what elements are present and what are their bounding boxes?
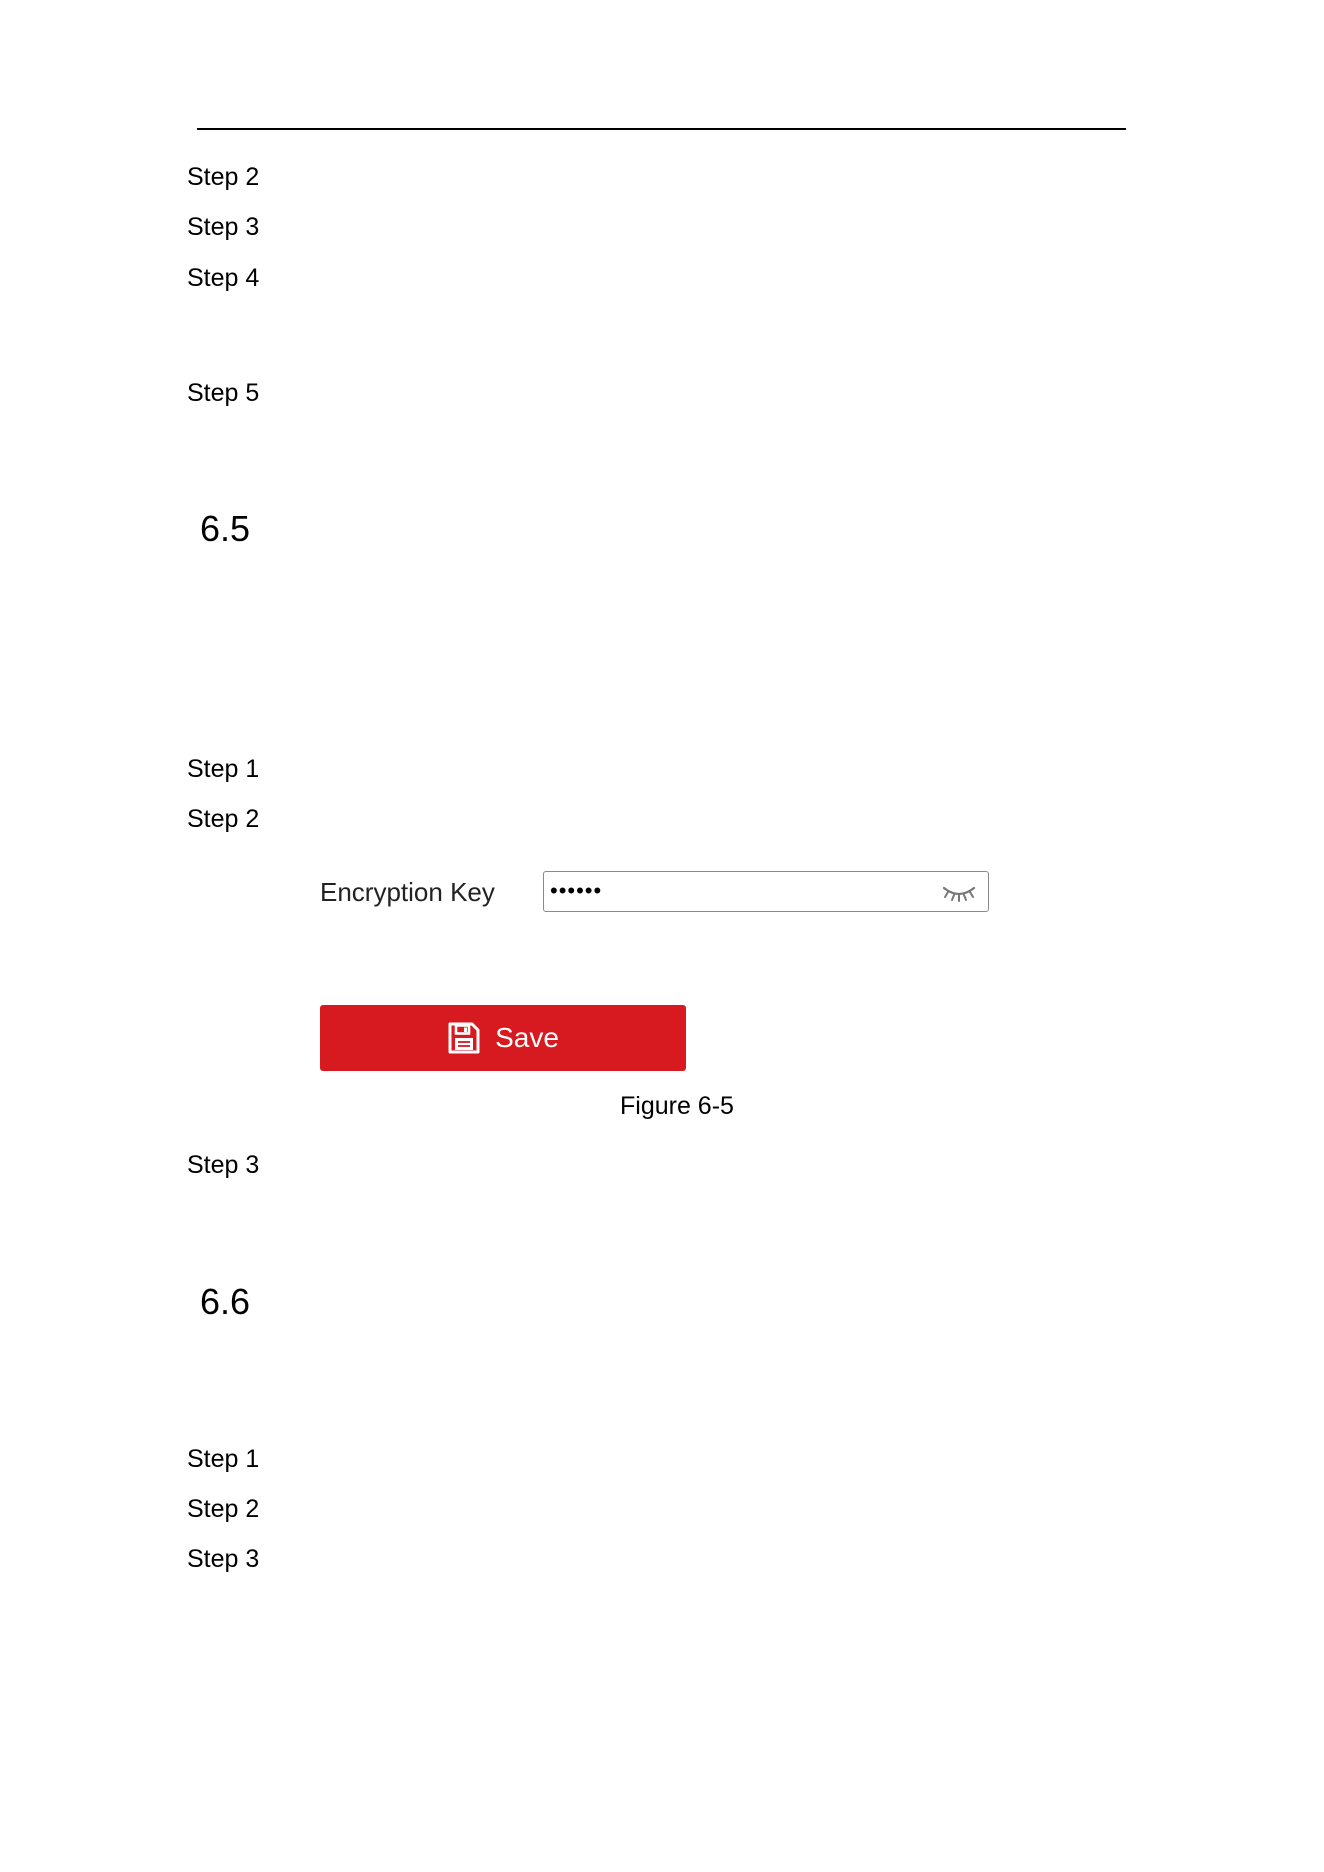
eye-closed-icon[interactable] [940, 879, 978, 905]
step-label: Step 2 [187, 805, 260, 833]
save-button[interactable] [320, 1005, 686, 1071]
section-number: 6.5 [200, 508, 251, 549]
figure-caption: Figure 6-5 [620, 1092, 734, 1120]
step-label: Step 3 [187, 1151, 260, 1179]
step-label: Step 2 [187, 1495, 260, 1523]
encryption-key-value: •••••• [550, 878, 603, 903]
step-label: Step 1 [187, 1445, 260, 1473]
encryption-key-input[interactable] [543, 871, 989, 912]
step-label: Step 5 [187, 379, 260, 407]
step-label: Step 1 [187, 755, 260, 783]
save-icon [447, 1021, 481, 1055]
header-rule [197, 128, 1126, 130]
section-number: 6.6 [200, 1281, 251, 1322]
step-label: Step 2 [187, 163, 260, 191]
step-label: Step 3 [187, 213, 260, 241]
step-label: Step 4 [187, 264, 260, 292]
save-button-label: Save [495, 1022, 559, 1053]
step-label: Step 3 [187, 1545, 260, 1573]
encryption-key-label: Encryption Key [320, 877, 495, 907]
